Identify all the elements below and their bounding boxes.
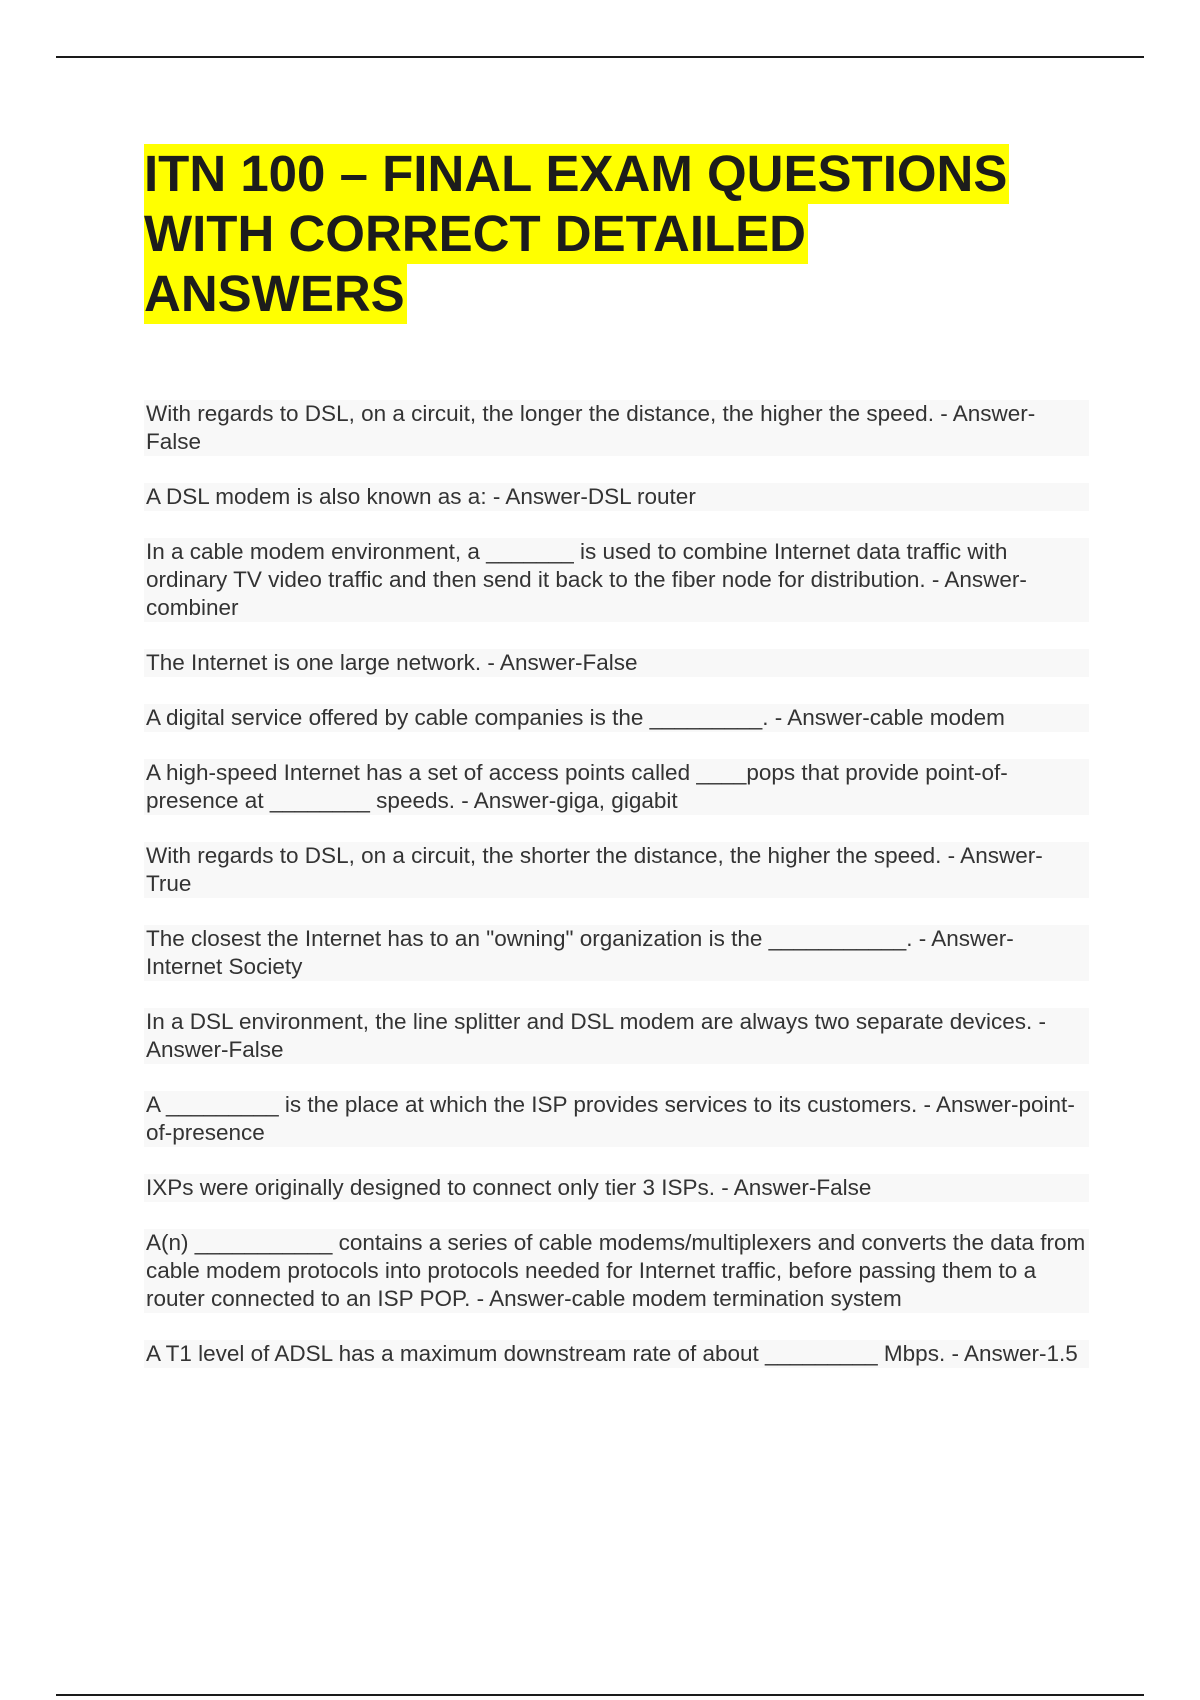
- title-line-1: ITN 100 – FINAL EXAM QUESTIONS: [144, 145, 1008, 202]
- qa-item: A(n) ___________ contains a series of cable modems/multiplexers and converts the data from cable modem protocols into protocols needed for Internet traffic, before passing them to a router connected to an ISP POP. - Answer-cable modem termination system: [144, 1229, 1089, 1313]
- qa-item: A T1 level of ADSL has a maximum downstream rate of about _________ Mbps. - Answer-1.5: [144, 1340, 1089, 1368]
- qa-item: The closest the Internet has to an "owning" organization is the ___________. - Answer-Internet Society: [144, 925, 1089, 981]
- qa-item: The Internet is one large network. - Answer-False: [144, 649, 1089, 677]
- qa-item: A digital service offered by cable companies is the _________. - Answer-cable modem: [144, 704, 1089, 732]
- qa-item: With regards to DSL, on a circuit, the longer the distance, the higher the speed. - Answer-False: [144, 400, 1089, 456]
- title-line-3: ANSWERS: [144, 265, 405, 322]
- qa-item: In a DSL environment, the line splitter and DSL modem are always two separate devices. - Answer-False: [144, 1008, 1089, 1064]
- qa-item: A _________ is the place at which the ISP provides services to its customers. - Answer-point-of-presence: [144, 1091, 1089, 1147]
- bottom-rule: [56, 1694, 1144, 1696]
- document-title: [144, 144, 1064, 324]
- qa-item: A DSL modem is also known as a: - Answer-DSL router: [144, 483, 1089, 511]
- question-answer-list: [144, 400, 1089, 1395]
- top-rule: [56, 56, 1144, 58]
- title-line-2: WITH CORRECT DETAILED: [144, 205, 807, 262]
- qa-item: IXPs were originally designed to connect only tier 3 ISPs. - Answer-False: [144, 1174, 1089, 1202]
- qa-item: With regards to DSL, on a circuit, the shorter the distance, the higher the speed. - Answer-True: [144, 842, 1089, 898]
- qa-item: A high-speed Internet has a set of access points called ____pops that provide point-of-presence at ________ speeds. - Answer-giga, gigabit: [144, 759, 1089, 815]
- qa-item: In a cable modem environment, a _______ is used to combine Internet data traffic with ordinary TV video traffic and then send it back to the fiber node for distribution. - Answer-combiner: [144, 538, 1089, 622]
- title-block: [144, 144, 1064, 324]
